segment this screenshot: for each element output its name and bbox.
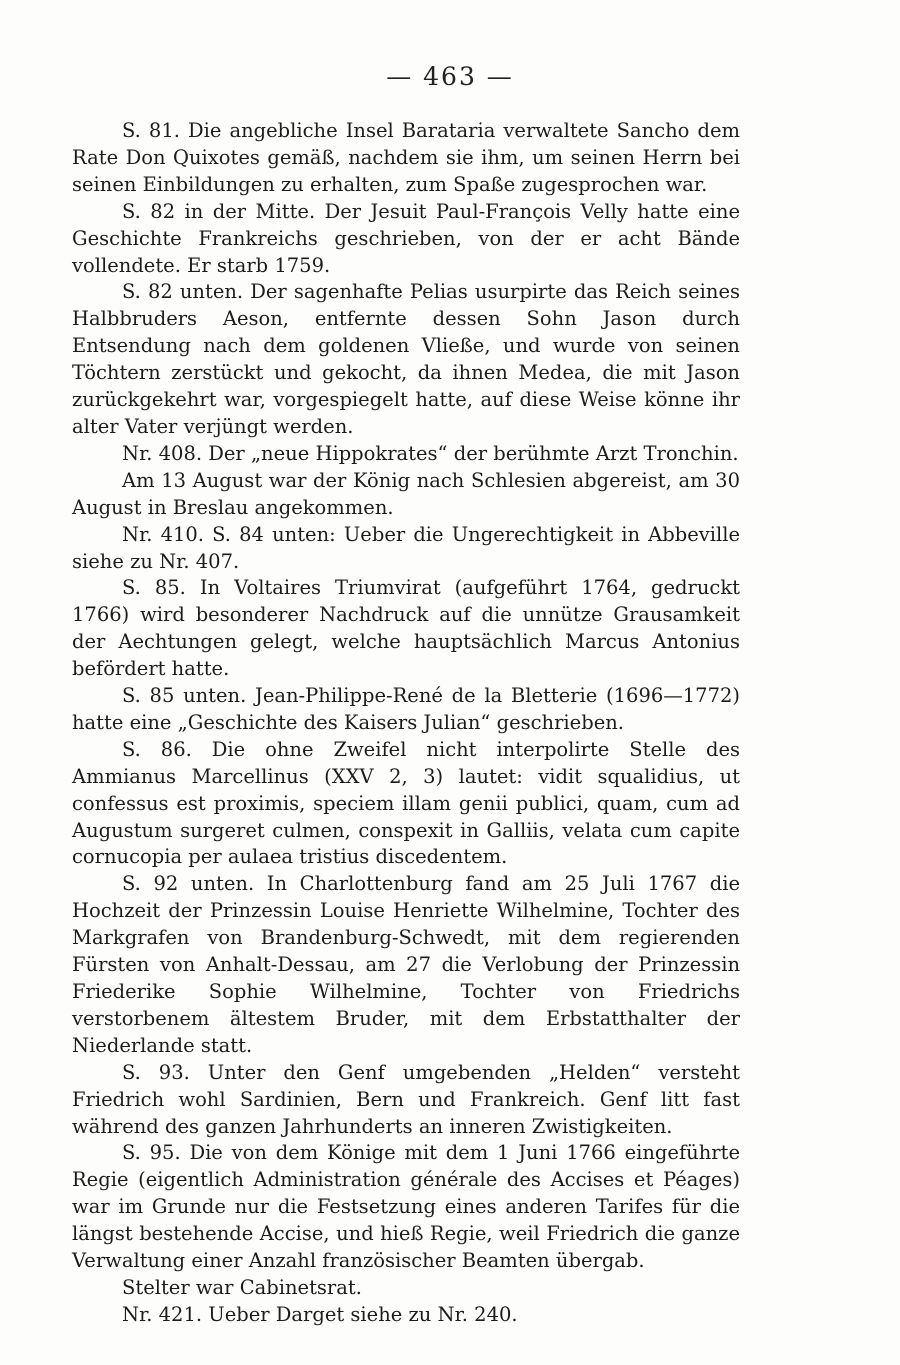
- paragraph-s82-mitte: S. 82 in der Mitte. Der Jesuit Paul-François Velly hatte eine Geschichte Frankreichs geschrieben, von der er acht Bände vollendete. Er starb 1759.: [72, 199, 740, 277]
- paragraph-nr408: Nr. 408. Der „neue Hippokrates“ der berühmte Arzt Tronchin.: [122, 441, 739, 465]
- paragraph-s93: S. 93. Unter den Genf umgebenden „Helden“ versteht Friedrich wohl Sardinien, Bern und Frankreich. Genf litt fast während des ganzen Jahrhunderts an inneren Zwistigkeiten.: [72, 1060, 740, 1138]
- paragraph-s85: S. 85. In Voltaires Triumvirat (aufgeführt 1764, gedruckt 1766) wird besonderer Nachdruck auf die unnütze Grausamkeit der Aechtungen gelegt, welche hauptsächlich Marcus Antonius befördert hatte.: [72, 576, 740, 681]
- paragraph-s92-unten: S. 92 unten. In Charlottenburg fand am 25 Juli 1767 die Hochzeit der Prinzessin Louise Henriette Wilhelmine, Tochter des Markgrafen von Brandenburg-Schwedt, mit dem regierenden Fürsten von Anhalt-Dessau, am 27 die Verlobung der Prinzessin Friederike Sophie Wilhelmine, Tochter von Friedrichs verstorbenem ältestem Bruder, mit dem Erbstatthalter der Niederlande statt.: [72, 872, 740, 1057]
- paragraph-nr421: Nr. 421. Ueber Darget siehe zu Nr. 240.: [122, 1302, 518, 1326]
- paragraph-nr410: Nr. 410. S. 84 unten: Ueber die Ungerechtigkeit in Abbeville siehe zu Nr. 407.: [72, 522, 740, 573]
- paragraph-august: Am 13 August war der König nach Schlesien abgereist, am 30 August in Breslau angekommen.: [72, 468, 740, 519]
- paragraph-stelter: Stelter war Cabinetsrat.: [122, 1275, 362, 1299]
- paragraph-s82-unten: S. 82 unten. Der sagenhafte Pelias usurpirte das Reich seines Halbbruders Aeson, entfernte dessen Sohn Jason durch Entsendung nach dem goldenen Vließe, und wurde von seinen Töchtern zerstückt und gekocht, da ihnen Medea, die mit Jason zurückgekehrt war, vorgespiegelt hatte, auf diese Weise könne ihr alter Vater verjüngt werden.: [72, 280, 740, 438]
- paragraph-s81: S. 81. Die angebliche Insel Barataria verwaltete Sancho dem Rate Don Quixotes gemäß, nachdem sie ihm, um seinen Herrn bei seinen Einbildungen zu erhalten, zum Spaße zugesprochen war.: [72, 119, 740, 196]
- paragraph-s85-unten: S. 85 unten. Jean-Philippe-René de la Bletterie (1696—1772) hatte eine „Geschichte des Kaisers Julian“ geschrieben.: [72, 684, 740, 734]
- paragraph-s95: S. 95. Die von dem Könige mit dem 1 Juni 1766 eingeführte Regie (eigentlich Administration générale des Accises et Péages) war im Grunde nur die Festsetzung eines anderen Tarifes für die längst bestehende Accise, und hieß Regie, weil Friedrich die ganze Verwaltung einer Anzahl französischer Beamten übergab.: [72, 1141, 740, 1273]
- body-text: [72, 118, 740, 1329]
- page-number: — 463 —: [386, 62, 514, 91]
- paragraph-s86: S. 86. Die ohne Zweifel nicht interpolirte Stelle des Ammianus Marcellinus (XXV 2, 3) lautet: vidit squalidius, ut confessus est proximis, speciem illam genii publici, quam, cum ad Augustum surgeret culmen, conspexit in Galliis, velata cum capite cornucopia per aulaea tristius discedentem.: [72, 737, 740, 869]
